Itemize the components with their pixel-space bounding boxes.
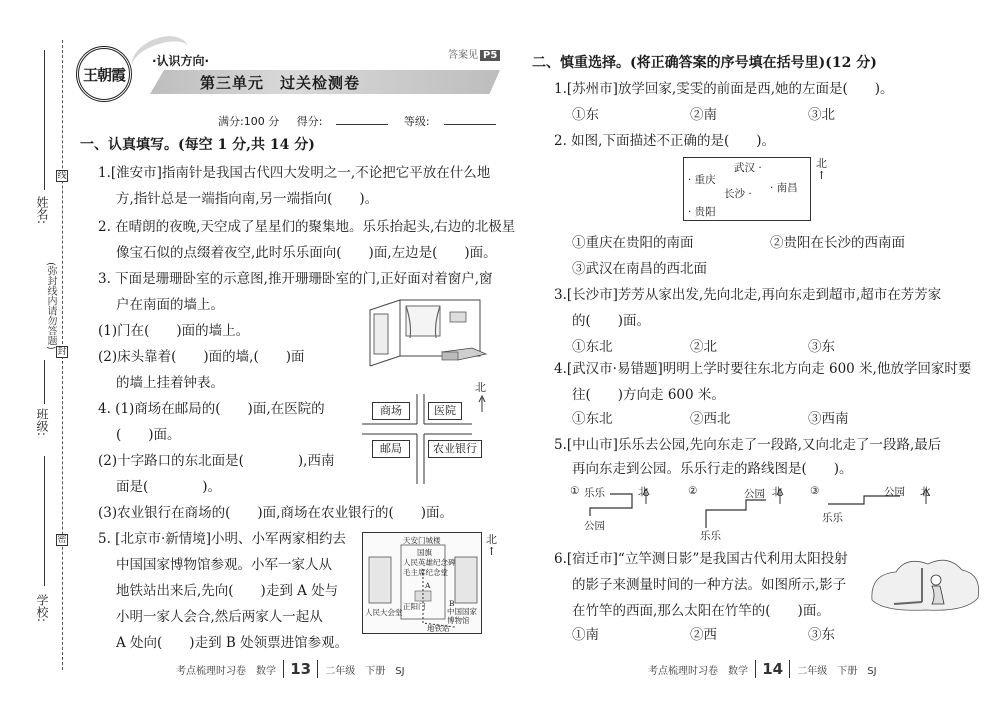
point-b-label: B xyxy=(449,599,455,608)
city-label: 武汉 · xyxy=(734,162,762,174)
school-label: 学校: xyxy=(35,594,49,623)
question-line: 2. 如图,下面描述不正确的是( )。 xyxy=(554,133,775,149)
option: ②北 xyxy=(690,339,717,355)
question-line: 的( )面。 xyxy=(572,313,651,329)
sundial-illustration xyxy=(866,554,984,616)
post-office-label: 邮局 xyxy=(372,440,410,458)
question-line: 1.[淮安市]指南针是我国古代四大发明之一,不论把它平放在什么地 xyxy=(98,165,491,181)
name-blank xyxy=(44,50,45,190)
question-line: 小明一家人会合,然后两家人一起从 xyxy=(116,609,323,625)
lesson-tag: ·认识方向· xyxy=(152,54,210,68)
option: ①东北 xyxy=(572,339,613,355)
point-a-label: A xyxy=(425,581,431,590)
page-footer-right: 考点梳理时习卷 数学 14 二年级 下册 SJ xyxy=(648,660,877,678)
lele-label: 乐乐 xyxy=(700,530,721,542)
binding-margin xyxy=(0,0,70,708)
north-indicator: 北 ↑ xyxy=(486,533,497,558)
section-title: 一、认真填写。(每空 1 分,共 14 分) xyxy=(80,137,315,153)
option: ②贵阳在长沙的西南面 xyxy=(770,235,905,251)
option: ③西南 xyxy=(808,411,849,427)
question-line: 1.[苏州市]放学回家,雯雯的前面是西,她的左面是( )。 xyxy=(554,81,894,97)
question-line: 5. [北京市·新情境]小明、小军两家相约去 xyxy=(98,531,346,547)
question-line: 的影子来测量时间的一种方法。如图所示,影子 xyxy=(572,577,847,593)
seal-note: (弥封线内请勿答题) xyxy=(45,262,56,350)
page-number: 14 xyxy=(755,660,790,678)
monument-label: 人民英雄纪念碑 xyxy=(403,558,456,567)
seal-mark: 封 xyxy=(57,347,67,357)
question-line: 地铁站出来后,先向( )走到 A 处与 xyxy=(116,583,339,599)
lele-label: 乐乐 xyxy=(584,487,605,499)
question-line: (2)床头靠着( )面的墙,( )面 xyxy=(98,349,305,365)
north-label: 北 xyxy=(920,486,931,498)
front-gate-label: 正阳门 xyxy=(403,602,426,611)
score-line: 满分:100 分 得分: 等级: xyxy=(218,113,508,129)
question-line: (3)农业银行在商场的( )面,商场在农业银行的( )面。 xyxy=(98,505,453,521)
city-label: 长沙 · xyxy=(724,188,752,200)
city-label: · 重庆 xyxy=(688,174,716,186)
north-label: 北 xyxy=(772,486,783,498)
question-line: 户在南面的墙上。 xyxy=(116,297,224,313)
question-line: 像宝石似的点缀着夜空,此时乐乐面向( )面,左边是( )面。 xyxy=(116,245,497,261)
lele-label: 乐乐 xyxy=(822,512,843,524)
city-label: · 南昌 xyxy=(770,182,798,194)
question-line: (2)十字路口的东北面是( ),西南 xyxy=(98,453,335,469)
route-options xyxy=(570,484,970,544)
tiananmen-map xyxy=(362,532,482,634)
option: ②西 xyxy=(690,627,717,643)
shop-label: 商场 xyxy=(372,402,410,420)
question-line: ( )面。 xyxy=(116,427,181,443)
route-option-3: ③ xyxy=(810,485,820,497)
question-line: 中国国家博物馆参观。小军一家人从 xyxy=(116,557,332,573)
city-label: · 贵阳 xyxy=(688,206,716,218)
gate-label: 天安门城楼 xyxy=(403,536,441,545)
class-label: 班级: xyxy=(35,408,49,437)
north-label: 北 xyxy=(475,381,486,394)
question-line: 再向东走到公园。乐乐行走的路线图是( )。 xyxy=(572,461,853,477)
school-blank xyxy=(44,456,45,586)
question-line: (1)门在( )面的墙上。 xyxy=(98,323,250,339)
question-line: 方,指针总是一端指向南,另一端指向( )。 xyxy=(116,191,379,207)
question-line: 4.[武汉市·易错题]明明上学时要往东北方向走 600 米,他放学回家时要 xyxy=(554,361,972,377)
subway-label: 地铁站 xyxy=(427,624,450,633)
question-line: A 处向( )走到 B 处领票进馆参观。 xyxy=(116,635,349,651)
north-indicator: 北 ↑ xyxy=(816,157,827,182)
park-label: 公园 xyxy=(584,520,605,532)
class-blank xyxy=(44,360,45,404)
hospital-label: 医院 xyxy=(428,402,462,420)
cities-map xyxy=(683,157,811,221)
option: ②西北 xyxy=(690,411,731,427)
option: ③武汉在南昌的西北面 xyxy=(572,261,707,277)
question-line: 4. (1)商场在邮局的( )面,在医院的 xyxy=(98,401,325,417)
flag-label: 国旗 xyxy=(417,548,432,557)
option: ②南 xyxy=(690,107,717,123)
memorial-label: 毛主席纪念堂 xyxy=(403,568,448,577)
seal-mark: 线 xyxy=(57,171,67,181)
seal-mark: 密 xyxy=(57,535,67,545)
page-footer-left: 考点梳理时习卷 数学 13 二年级 下册 SJ xyxy=(176,660,405,678)
option: ①东北 xyxy=(572,411,613,427)
question-line: 面是( )。 xyxy=(116,479,222,495)
question-line: 6.[宿迁市]“立竿测日影”是我国古代利用太阳投射 xyxy=(554,551,848,567)
crossroads-map xyxy=(362,381,492,484)
option: ①重庆在贵阳的南面 xyxy=(572,235,694,251)
park-label: 公园 xyxy=(744,488,765,500)
option: ①南 xyxy=(572,627,599,643)
hall-label: 人民大会堂 xyxy=(365,608,403,617)
question-line: 5.[中山市]乐乐去公园,先向东走了一段路,又向北走了一段路,最后 xyxy=(554,437,942,453)
route-option-2: ② xyxy=(688,485,698,497)
question-line: 3.[长沙市]芳芳从家出发,先向北走,再向东走到超市,超市在芳芳家 xyxy=(554,287,942,303)
question-line: 在竹竿的西面,那么太阳在竹竿的( )面。 xyxy=(572,603,830,619)
option: ③东 xyxy=(808,627,835,643)
question-line: 2. 在晴朗的夜晚,天空成了星星们的聚集地。乐乐抬起头,右边的北极星 xyxy=(98,219,516,235)
section-title: 二、慎重选择。(将正确答案的序号填在括号里)(12 分) xyxy=(532,55,877,71)
north-label: 北 xyxy=(638,486,649,498)
answer-reference: 答案见 P5 xyxy=(448,46,500,61)
brand-logo: 王朝霞 xyxy=(76,46,132,102)
park-label: 公园 xyxy=(884,486,905,498)
museum-label: 中国国家博物馆 xyxy=(447,607,477,625)
option: ③东 xyxy=(808,339,835,355)
question-line: 的墙上挂着钟表。 xyxy=(116,375,224,391)
question-line: 往( )方向走 600 米。 xyxy=(572,387,725,403)
option: ③北 xyxy=(808,107,835,123)
page-number: 13 xyxy=(283,660,318,678)
page-title: 第三单元 过关检测卷 xyxy=(200,74,361,92)
bedroom-illustration xyxy=(360,296,490,372)
question-line: 3. 下面是珊珊卧室的示意图,推开珊珊卧室的门,正好面对着窗户,窗 xyxy=(98,271,493,287)
route-option-1: ① xyxy=(570,485,580,497)
name-label: 姓名: xyxy=(35,196,49,225)
bank-label: 农业银行 xyxy=(428,440,482,458)
option: ①东 xyxy=(572,107,599,123)
